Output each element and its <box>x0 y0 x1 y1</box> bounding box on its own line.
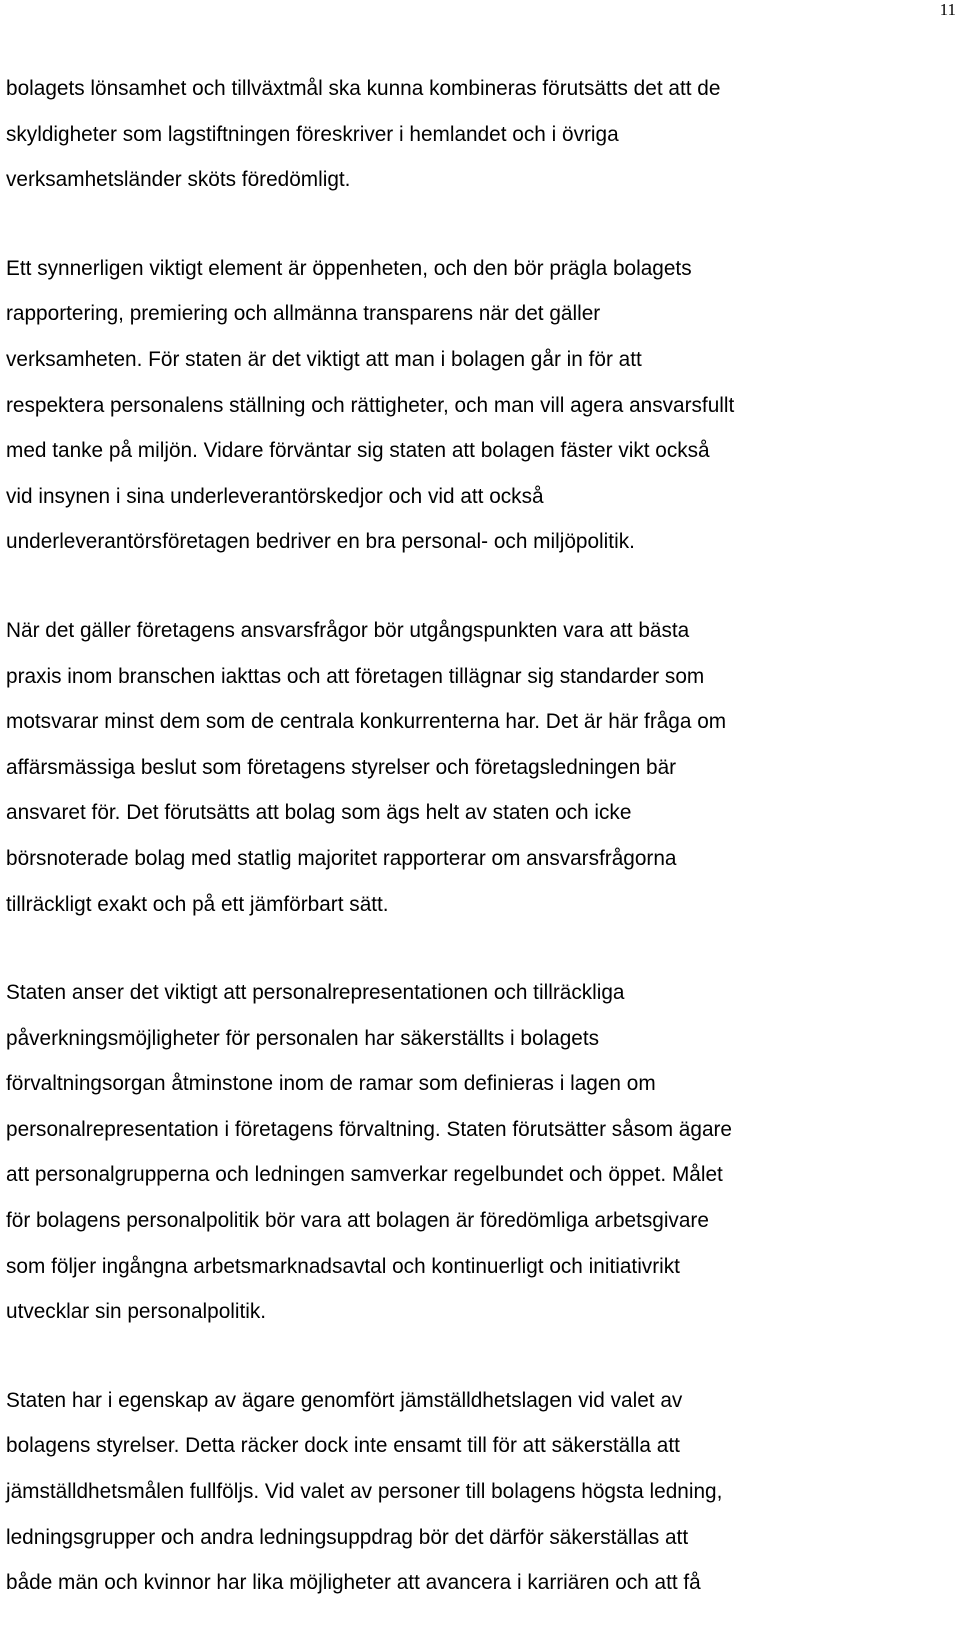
text-line: att personalgrupperna och ledningen samverkar regelbundet och öppet. Målet <box>6 1163 723 1187</box>
text-line: utvecklar sin personalpolitik. <box>6 1300 267 1324</box>
text-line: som följer ingångna arbetsmarknadsavtal och kontinuerligt och initiativrikt <box>6 1254 680 1278</box>
text-line: underleverantörsföretagen bedriver en bra personal- och miljöpolitik. <box>6 530 635 554</box>
text-line: både män och kvinnor har lika möjligheter att avancera i karriären och att få <box>6 1571 701 1595</box>
body-text <box>6 66 956 1606</box>
text-line: Staten har i egenskap av ägare genomfört jämställdhetslagen vid valet av <box>6 1388 683 1412</box>
paragraph <box>6 970 956 1335</box>
text-line: motsvarar minst dem som de centrala konkurrenterna har. Det är här fråga om <box>6 710 727 734</box>
text-line: personalrepresentation i företagens förvaltning. Staten förutsätter såsom ägare <box>6 1117 733 1141</box>
text-line: skyldigheter som lagstiftningen föreskriver i hemlandet och i övriga <box>6 122 619 146</box>
text-line: När det gäller företagens ansvarsfrågor bör utgångspunkten vara att bästa <box>6 618 690 642</box>
paragraph <box>6 608 956 927</box>
text-line: tillräckligt exakt och på ett jämförbart sätt. <box>6 892 389 916</box>
text-line: med tanke på miljön. Vidare förväntar sig staten att bolagen fäster vikt också <box>6 439 710 463</box>
text-line: Staten anser det viktigt att personalrepresentationen och tillräckliga <box>6 981 625 1005</box>
text-line: påverkningsmöjligheter för personalen har säkerställts i bolagets <box>6 1026 600 1050</box>
text-line: verksamheten. För staten är det viktigt att man i bolagen går in för att <box>6 347 642 371</box>
text-line: förvaltningsorgan åtminstone inom de ramar som definieras i lagen om <box>6 1072 656 1096</box>
text-line: praxis inom branschen iakttas och att företagen tillägnar sig standarder som <box>6 664 705 688</box>
text-line: verksamhetsländer sköts föredömligt. <box>6 168 351 192</box>
paragraph <box>6 246 956 565</box>
text-line: ledningsgrupper och andra ledningsuppdrag bör det därför säkerställas att <box>6 1525 689 1549</box>
paragraph <box>6 66 956 203</box>
text-line: bolagets lönsamhet och tillväxtmål ska kunna kombineras förutsätts det att de <box>6 77 721 100</box>
text-line: respektera personalens ställning och rättigheter, och man vill agera ansvarsfullt <box>6 393 735 417</box>
text-line: Ett synnerligen viktigt element är öppenheten, och den bör prägla bolagets <box>6 256 692 280</box>
text-line: rapportering, premiering och allmänna transparens när det gäller <box>6 302 601 326</box>
text-line: jämställdhetsmålen fullföljs. Vid valet av personer till bolagens högsta ledning, <box>6 1480 723 1504</box>
text-line: för bolagens personalpolitik bör vara att bolagen är föredömliga arbetsgivare <box>6 1209 709 1233</box>
page-number: 11 <box>939 0 956 19</box>
text-line: bolagens styrelser. Detta räcker dock inte ensamt till för att säkerställa att <box>6 1434 680 1458</box>
text-line: affärsmässiga beslut som företagens styrelser och företagsledningen bär <box>6 755 677 779</box>
text-line: vid insynen i sina underleverantörskedjor och vid att också <box>6 484 544 508</box>
text-line: börsnoterade bolag med statlig majoritet rapporterar om ansvarsfrågorna <box>6 846 677 870</box>
text-line: ansvaret för. Det förutsätts att bolag som ägs helt av staten och icke <box>6 801 632 825</box>
paragraph <box>6 1378 956 1606</box>
